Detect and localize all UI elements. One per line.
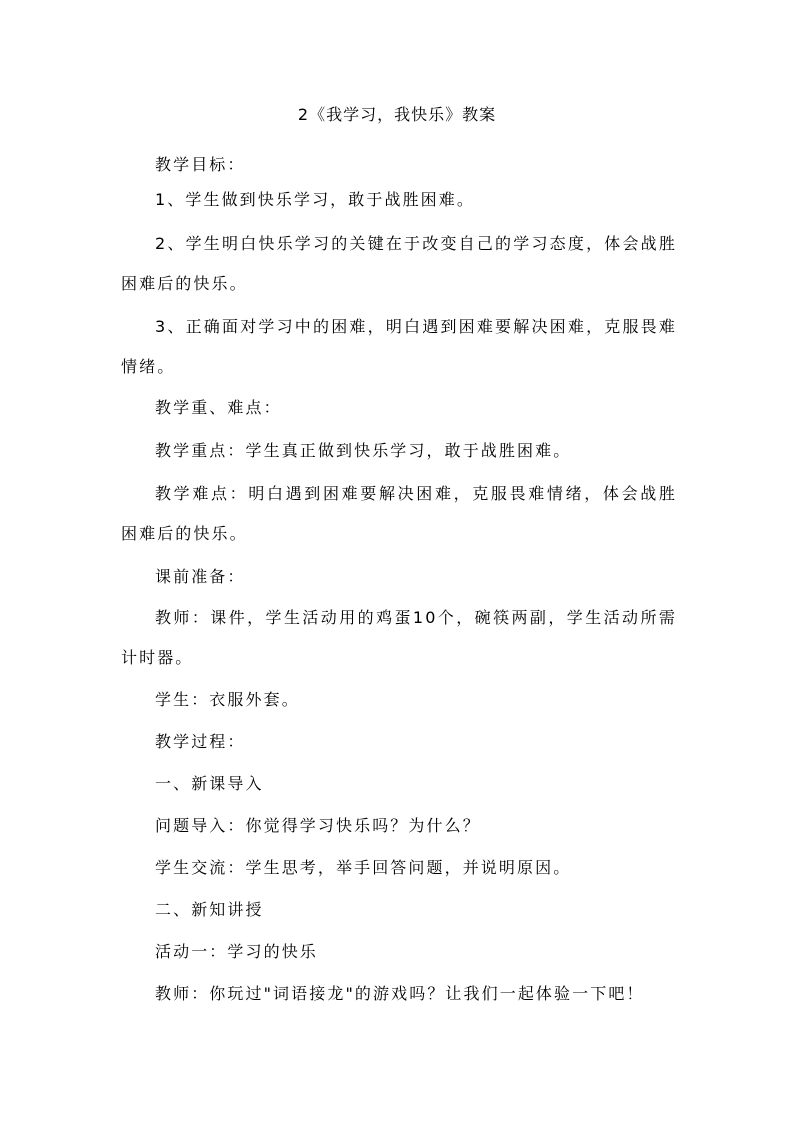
paragraph-goal-2: 2、学生明白快乐学习的关键在于改变自己的学习态度，体会战胜困难后的快乐。 (121, 234, 677, 293)
paragraph-question-intro: 问题导入：你觉得学习快乐吗？为什么？ (155, 816, 481, 835)
paragraph-teacher-question: 教师：你玩过"词语接龙"的游戏吗？让我们一起体验一下吧！ (155, 984, 645, 1003)
document-title: 2《我学习，我快乐》教案 (297, 105, 497, 124)
paragraph-preparation-heading: 课前准备： (155, 567, 246, 586)
paragraph-process-heading: 教学过程： (155, 732, 246, 751)
paragraph-section-1-heading: 一、新课导入 (155, 774, 264, 793)
paragraph-goal-3: 3、正确面对学习中的困难，明白遇到困难要解决困难，克服畏难情绪。 (121, 317, 677, 376)
paragraph-key-point: 教学重点：学生真正做到快乐学习，敢于战胜困难。 (155, 441, 572, 460)
paragraph-activity-1-heading: 活动一：学习的快乐 (155, 942, 318, 961)
paragraph-student-exchange: 学生交流：学生思考，举手回答问题，并说明原因。 (155, 858, 572, 877)
paragraph-key-points-heading: 教学重、难点： (155, 398, 282, 417)
paragraph-teacher-preparation: 教师：课件，学生活动用的鸡蛋10个，碗筷两副，学生活动所需计时器。 (121, 608, 677, 667)
paragraph-teaching-goals-heading: 教学目标： (155, 155, 246, 174)
paragraph-section-2-heading: 二、新知讲授 (155, 900, 264, 919)
paragraph-goal-1: 1、学生做到快乐学习，敢于战胜困难。 (155, 190, 475, 209)
paragraph-difficult-point: 教学难点：明白遇到困难要解决困难，克服畏难情绪，体会战胜困难后的快乐。 (121, 484, 677, 543)
paragraph-student-preparation: 学生：衣服外套。 (155, 690, 300, 709)
